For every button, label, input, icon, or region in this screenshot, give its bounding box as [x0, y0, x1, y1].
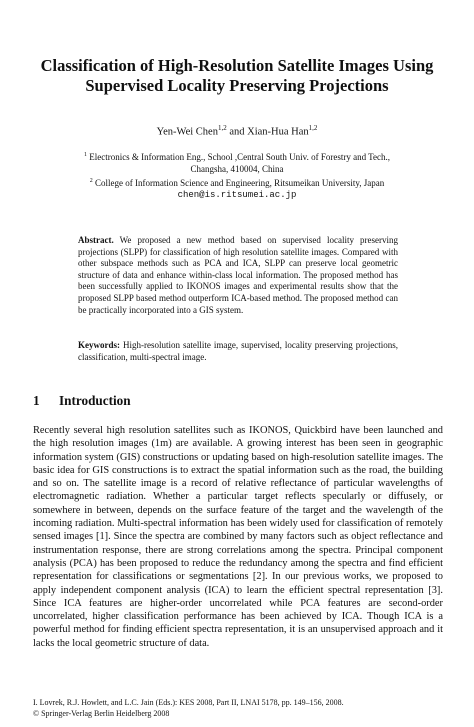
- author-1: Yen-Wei Chen: [156, 126, 218, 138]
- keywords: [78, 340, 398, 363]
- intro-paragraph: Recently several high resolution satellites such as IKONOS, Quickbird have been launched and the high resolution images (1m) are available. A growing interest has been seen in geographic information system (GIS) constructions or updating based on high-resolution satellite images. The basic idea for GIS constructions is to extract the spatial information such as the road, the building and so on. The satellite image is a record of relative reflectance of particular wavelengths of electromagnetic radiation. Whether a particular target reflects specularly or diffusely, or somewhere in between, depends on the surface feature of the target and the wavelength of the incoming radiation. Multi-spectral information has been widely used for classification of remotely sensed images [1]. Since the spectra are combined by many factors such as object reflectance and instrumentation response, there are strong correlations among the spectra. Principal component analysis (PCA) has been proposed to reduce the redundancy among the spectra and find efficient representation for classifications or segmentations [2]. In our previous works, we proposed to apply independent component analysis (ICA) to learn the efficient spectral representation [3]. Since ICA features are higher-order uncorrelated while PCA features are second-order uncorrelated, higher classification performance has been achieved by ICA. Though ICA is a powerful method for finding efficient spectra representation, it is an unsupervised approach and it lacks the local geometric structure of data.: [33, 425, 443, 649]
- author-list: [20, 122, 454, 139]
- author-1-affiliation-mark: 1,2: [217, 124, 227, 132]
- section-number: 1: [33, 393, 40, 408]
- footer-copyright: © Springer-Verlag Berlin Heidelberg 2008: [33, 708, 170, 718]
- affiliations: [40, 149, 434, 201]
- affiliation-1-mark: 1: [83, 152, 87, 158]
- footer-citation: I. Lovrek, R.J. Howlett, and L.C. Jain (Eds.): KES 2008, Part II, LNAI 5178, pp. 149–156, 2008.: [33, 698, 344, 707]
- affiliation-1-line-2: Changsha, 410004, China: [190, 164, 284, 174]
- author-email: chen@is.ritsumei.ac.jp: [177, 190, 297, 200]
- section-title: Introduction: [59, 393, 131, 408]
- title-line-1: Classification of High-Resolution Satellite Images Using: [40, 56, 434, 75]
- keywords-label: Keywords:: [78, 340, 120, 350]
- author-2: Xian-Hua Han: [247, 126, 309, 138]
- affiliation-1-line-1: Electronics & Information Eng., School ,Central South Univ. of Forestry and Tech.,: [86, 152, 391, 162]
- affiliation-1: [40, 149, 434, 163]
- affiliation-2-text: College of Information Science and Engineering, Ritsumeikan University, Japan: [92, 178, 385, 188]
- paper-title: [20, 56, 454, 96]
- author-separator: and: [226, 126, 248, 138]
- affiliation-2-mark: 2: [89, 178, 93, 184]
- section-heading: [33, 393, 443, 409]
- abstract-text: We proposed a new method based on supervised locality preserving projections (SLPP) for classification of high resolution satellite images. Compared with other subspace methods such as PCA and ICA, SLPP can preserve local geometric structure of data and enhance within-class local information. The proposed method has been successfully applied to IKONOS images and experimental results show that the proposed SLPP based method outperform ICA-based method. The proposed method can be practically incorporated into a GIS system.: [78, 235, 398, 315]
- title-line-2: Supervised Locality Preserving Projections: [85, 76, 389, 95]
- affiliation-2: [40, 175, 434, 189]
- keywords-text: High-resolution satellite image, supervised, locality preserving projections, classification, multi-spectral image.: [78, 340, 398, 362]
- page-footer: [33, 698, 443, 719]
- author-2-affiliation-mark: 1,2: [308, 124, 318, 132]
- abstract-label: Abstract.: [78, 235, 114, 245]
- abstract: [78, 235, 398, 316]
